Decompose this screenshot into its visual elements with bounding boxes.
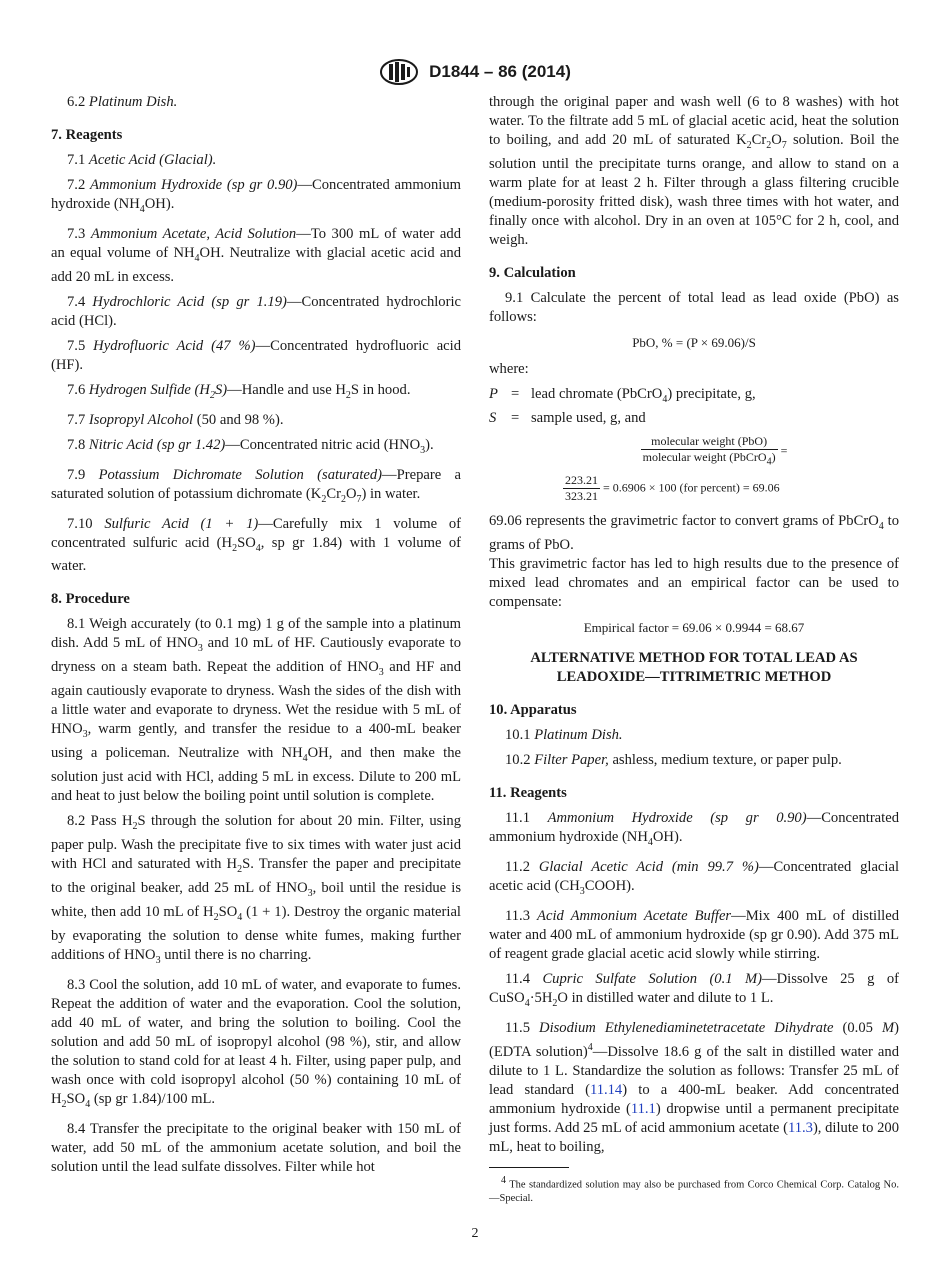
calculation-9-1: 9.1 Calculate the percent of total lead as lead oxide (PbO) as follows: (489, 289, 899, 325)
document-code: D1844 – 86 (2014) (429, 62, 571, 81)
apparatus-10-2: 10.2 Filter Paper, ashless, medium texture, or paper pulp. (505, 752, 842, 769)
reagent-7-10: 7.10 Sulfuric Acid (1 + 1)—Carefully mix 1 volume of concentrated sulfuric acid ($H_2SO_4$, sp gr 1.84) with 1 volume of water. (51, 515, 462, 575)
procedure-8-3: 8.3 Cool the solution, add 10 mL of water, and evaporate to fumes. Repeat the addition of water and the evaporation. Cool the solution, add 40 mL of water, and bring the solution to boiling. Cool the solution and add 50 mL of isopropyl alcohol (98 %), stir, and allow the solution to stand cold for at least 4 h. Filter, using paper pulp, and wash once with cold isopropyl alcohol (50 %) containing 10 mL of $H_2SO_4$ (sp gr 1.84)/100 mL. (51, 976, 461, 1110)
left-column (51, 93, 461, 1183)
right-column (489, 93, 899, 1206)
reagent-11-4: 11.4 Cupric Sulfate Solution (0.1 M)—Dissolve 25 g of $CuSO_4\cdot 5H_2O$ in distilled water and dilute to 1 L. (489, 970, 900, 1009)
heading-reagents: 7. Reagents (51, 127, 123, 143)
procedure-8-1: 8.1 Weigh accurately (to 0.1 mg) 1 g of the sample into a platinum dish. Add 5 mL of $HNO_3$ and 10 mL of HF. Cautiously evaporate to dryness on a steam bath. Repeat the addition of $HNO_3$ and HF and again cautiously evaporate to dryness. Wash the sides of the dish with a little water and evaporate to dryness. Wet the residue with 5 mL of $HNO_3$, warm gently, and transfer the residue to a 400-mL beaker using a policeman. Neutralize with $NH_4OH$, and then make the solution just acid with HCl, adding 5 mL in excess. Dilute to 200 mL and heat to just below the boiling point until solution is complete. (51, 616, 461, 805)
procedure-8-2: 8.2 Pass $H_2S$ through the solution for about 20 min. Filter, using paper pulp. Wash the precipitate five to six times with water just acid with HCl and saturated with $H_2S$. Transfer the paper and precipitate to the original beaker, add 25 mL of $HNO_3$, boil until the residue is white, then add 10 mL of $H_2SO_4$ (1 + 1). Destroy the organic material by evaporating the solution to dense white fumes, making further additions of $HNO_3$ until there is no charring. (51, 813, 462, 966)
footnote-4: $^4$ The standardized solution may also be purchased from Corco Chemical Corp. Catalog No.—Special. (489, 1174, 899, 1205)
heading-procedure: 8. Procedure (51, 591, 130, 608)
heading-apparatus: 10. Apparatus (489, 702, 577, 719)
apparatus-10-1: 10.1 Platinum Dish. (505, 727, 623, 744)
header (0, 58, 950, 86)
reagent-7-5: 7.5 Hydrofluoric Acid (47 %)—Concentrated hydrofluoric acid (HF). (51, 337, 462, 373)
procedure-8-4: 8.4 Transfer the precipitate to the original beaker with 150 mL of water, add 50 mL of the ammonium acetate solution, and boil the solution until the lead sulfate dissolves. Filter while hot (51, 1120, 461, 1175)
equation-gravimetric-factor: $\frac{223.21}{323.21}$ = 0.6906 × 100 (for percent) = 69.06 (565, 473, 780, 504)
definition-s: S = sample used, g, and (489, 409, 646, 426)
reagent-11-2: 11.2 Glacial Acetic Acid (min 99.7 %)—Concentrated glacial acetic acid $(CH_3COOH)$. (489, 859, 899, 897)
gravimetric-factor-note: This gravimetric factor has led to high results due to the presence of mixed lead chromates and an empirical factor can be used to compensate: (489, 556, 899, 611)
link-11-14[interactable]: 11.14 (589, 1081, 623, 1098)
reagent-7-3: 7.3 Ammonium Acetate, Acid Solution—To 300 mL of water add an equal volume of $NH_4OH$. Neutralize with glacial acetic acid and add 20 mL in excess. (51, 225, 462, 285)
reagent-7-6: 7.6 Hydrogen Sulfide $(H_2S)—Handle$ and use $H_2S$ in hood. (67, 381, 411, 401)
reagent-7-8: 7.8 Nitric Acid (sp gr 1.42)—Concentrated nitric acid $(HNO_3)$. (67, 436, 434, 456)
alternative-method-title: ALTERNATIVE METHOD FOR TOTAL LEAD AS LEADOXIDE—TITRIMETRIC METHOD (530, 650, 858, 686)
reagent-7-9: 7.9 Potassium Dichromate Solution (saturated)—Prepare a saturated solution of potassium dichromate $(K_2Cr_2O_7)$ in water. (51, 466, 461, 505)
reagent-7-7: 7.7 Isopropyl Alcohol (50 and 98 %). (67, 411, 284, 428)
heading-reagents-11: 11. Reagents (489, 785, 567, 802)
reagent-7-2: 7.2 Ammonium Hydroxide (sp gr 0.90)—Concentrated ammonium hydroxide $(NH_4OH)$. (51, 177, 461, 215)
page-number: 2 (471, 1226, 479, 1241)
variable-definitions (489, 385, 899, 428)
where-label: where: (489, 360, 529, 377)
gravimetric-factor-explanation: 69.06 represents the gravimetric factor to convert grams of PbCrO$_4$ to grams of PbO. (489, 513, 899, 554)
reagent-11-3: 11.3 Acid Ammonium Acetate Buffer—Mix 400 mL of distilled water and 400 mL of ammonium hydroxide (sp gr 0.90). Add 375 mL of reagent grade glacial acetic acid slowly while stirring. (489, 907, 899, 962)
heading-calculation: 9. Calculation (489, 264, 576, 281)
equation-pbo-percent: PbO, % = (P × 69.06)/S (632, 334, 756, 350)
reagent-7-4: 7.4 Hydrochloric Acid (sp gr 1.19)—Concentrated hydrochloric acid (HCl). (51, 293, 462, 329)
reagent-7-1: 7.1 Acetic Acid (Glacial). (67, 152, 217, 168)
equation-empirical-factor: Empirical factor = 69.06 × 0.9944 = 68.67 (583, 620, 805, 636)
link-11-3[interactable]: 11.3 (787, 1119, 813, 1136)
reagent-11-5: 11.5 Disodium Ethylenediaminetetracetate Dihydrate (0.05 M) (EDTA solution)$^4$—Dissolve 18.6 g of the salt in distilled water and dilute to 1 L. Standardize the solution as follows: Transfer 25 mL of lead standard (11.14) to a 400-mL beaker. Add concentrated ammonium hydroxide (11.1) dropwise until a permanent precipitate just forms. Add 25 mL of acid ammonium acetate (11.3), dilute to 200 mL, heat to boiling, (489, 1019, 899, 1155)
section-6-2: 6.2 Platinum Dish. (67, 94, 178, 110)
reagent-11-1: 11.1 Ammonium Hydroxide (sp gr 0.90)—Concentrated ammonium hydroxide $(NH_4OH)$. (489, 810, 899, 849)
procedure-8-4-continued: through the original paper and wash well (6 to 8 washes) with hot water. To the filtrate add 5 mL of glacial acetic acid, heat the solution to boiling, and add 20 mL of saturated $K_2Cr_2O_7$ solution. Boil the solution until the precipitate turns orange, and allow to stand on a warm plate for at least 2 h. Filter through a glass filtering crucible (medium-porosity fritted disk), wash three times with hot water, and finally once with alcohol. Dry in an oven at 105°C for 2 h, cool, and weigh. (489, 94, 899, 248)
definition-p: P = lead chromate (PbCrO$_4$) precipitate, g, (489, 385, 756, 405)
footnote-divider (489, 1167, 569, 1168)
link-11-1[interactable]: 11.1 (630, 1100, 656, 1117)
astm-logo-icon (379, 58, 419, 86)
equation-molecular-weight-ratio: $\frac{\text{molecular weight (PbO)}}{molecular weight (PbCrO_4)}$ = (642, 433, 788, 468)
